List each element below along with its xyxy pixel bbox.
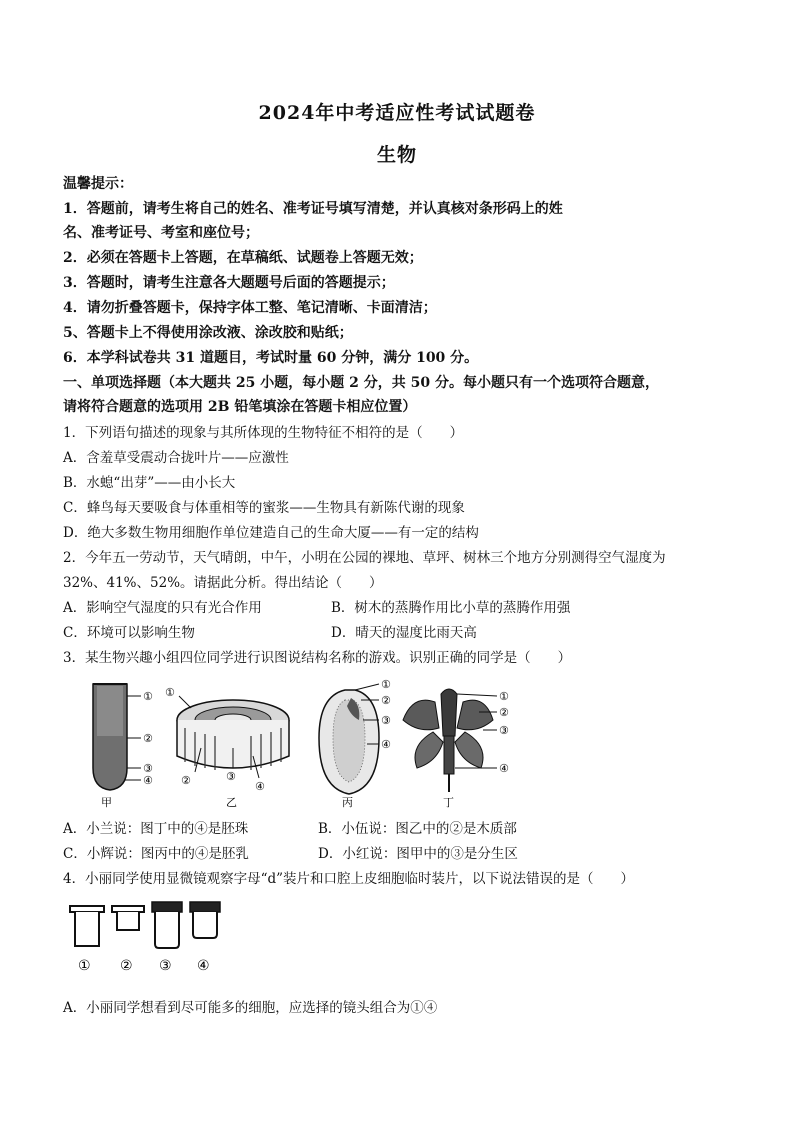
seed-marker-1: ① (381, 678, 391, 691)
section-heading-line-2: 请将符合题意的选项用 2B 铅笔填涂在答题卡相应位置） (63, 399, 417, 415)
q3-option-d: D．小红说：图甲中的③是分生区 (318, 846, 518, 862)
q1-option-c: C．蜂鸟每天要吸食与体重相等的蜜浆——生物具有新陈代谢的现象 (63, 500, 465, 516)
notice-line-1: 1．答题前，请考生将自己的姓名、准考证号填写清楚，并认真核对条形码上的姓 (63, 201, 563, 217)
root-marker-1: ① (143, 690, 153, 703)
notice-line-2: 名、准考证号、考室和座位号； (63, 225, 259, 241)
q2-option-b: B．树木的蒸腾作用比小草的蒸腾作用强 (331, 600, 571, 616)
q4-stem: 4．小丽同学使用显微镜观察字母“d”装片和口腔上皮细胞临时装片，以下说法错误的是（ ） (63, 871, 635, 887)
q3-option-c: C．小辉说：图丙中的④是胚乳 (63, 846, 249, 862)
flower-marker-2: ② (499, 706, 509, 719)
q4-lens-figure (66, 900, 236, 978)
figure-label-yi: 乙 (226, 796, 237, 809)
figure-label-jia: 甲 (101, 796, 112, 809)
q1-stem: 1．下列语句描述的现象与其所体现的生物特征不相符的是（ ） (63, 425, 464, 441)
seed-marker-2: ② (381, 694, 391, 707)
q3-figure (83, 676, 523, 810)
lens-3 (152, 902, 182, 974)
seed-marker-4: ④ (381, 738, 391, 751)
section-heading-line-1: 一、单项选择题（本大题共 25 小题，每小题 2 分，共 50 分。每小题只有一个选项符合题意， (63, 375, 659, 391)
notice-line-5: 4．请勿折叠答题卡，保持字体工整、笔记清晰、卡面清洁； (63, 300, 437, 316)
lens-label-2: ② (120, 958, 133, 974)
notice-heading: 温馨提示： (63, 176, 133, 192)
subject-title: 生物 (376, 144, 417, 166)
notice-line-6: 5、答题卡上不得使用涂改液、涂改胶和贴纸； (63, 325, 353, 341)
lens-4 (190, 902, 220, 974)
q2-stem-line-2: 32%、41%、52%。请据此分析。得出结论（ ） (63, 575, 383, 591)
bean-seed-figure (319, 678, 391, 809)
stem-marker-1: ① (165, 686, 175, 699)
lens-1 (70, 906, 104, 974)
root-marker-2: ② (143, 732, 153, 745)
figure-label-bing: 丙 (342, 796, 353, 809)
q2-option-c: C．环境可以影响生物 (63, 625, 195, 641)
stem-marker-2: ② (181, 774, 191, 787)
q2-stem-line-1: 2．今年五一劳动节，天气晴朗，中午，小明在公园的裸地、草坪、树林三个地方分别测得空气湿度为 (63, 550, 666, 566)
notice-line-7: 6．本学科试卷共 31 道题目，考试时量 60 分钟，满分 100 分。 (63, 350, 479, 366)
flower-marker-1: ① (499, 690, 509, 703)
seed-marker-3: ③ (381, 714, 391, 727)
flower-marker-3: ③ (499, 724, 509, 737)
lens-label-1: ① (78, 958, 91, 974)
root-marker-3: ③ (143, 762, 153, 775)
flower-figure (403, 689, 509, 809)
stem-marker-4: ④ (255, 780, 265, 793)
exam-title: 2024年中考适应性考试试题卷 (258, 102, 536, 124)
flower-marker-4: ④ (499, 762, 509, 775)
lens-2 (112, 906, 144, 974)
stem-marker-3: ③ (226, 770, 236, 783)
q3-option-a: A．小兰说：图丁中的④是胚珠 (63, 821, 249, 837)
notice-line-4: 3．答题时，请考生注意各大题题号后面的答题提示； (63, 275, 395, 291)
notice-line-3: 2．必须在答题卡上答题，在草稿纸、试题卷上答题无效； (63, 250, 423, 266)
q3-stem: 3．某生物兴趣小组四位同学进行识图说结构名称的游戏。识别正确的同学是（ ） (63, 650, 572, 666)
root-tip-figure (93, 684, 153, 809)
root-marker-4: ④ (143, 774, 153, 787)
q1-option-b: B．水螅“出芽”——由小长大 (63, 475, 236, 491)
lens-label-4: ④ (197, 958, 210, 974)
q4-option-a: A．小丽同学想看到尽可能多的细胞，应选择的镜头组合为①④ (63, 1000, 438, 1016)
q2-option-a: A．影响空气湿度的只有光合作用 (63, 600, 262, 616)
q2-option-d: D．晴天的湿度比雨天高 (331, 625, 477, 641)
q3-option-b: B．小伍说：图乙中的②是木质部 (318, 821, 517, 837)
q1-option-d: D．绝大多数生物用细胞作单位建造自己的生命大厦——有一定的结构 (63, 525, 479, 541)
figure-label-ding: 丁 (443, 796, 454, 809)
lens-label-3: ③ (159, 958, 172, 974)
q1-option-a: A．含羞草受震动合拢叶片——应激性 (63, 450, 289, 466)
stem-section-figure (165, 686, 289, 809)
